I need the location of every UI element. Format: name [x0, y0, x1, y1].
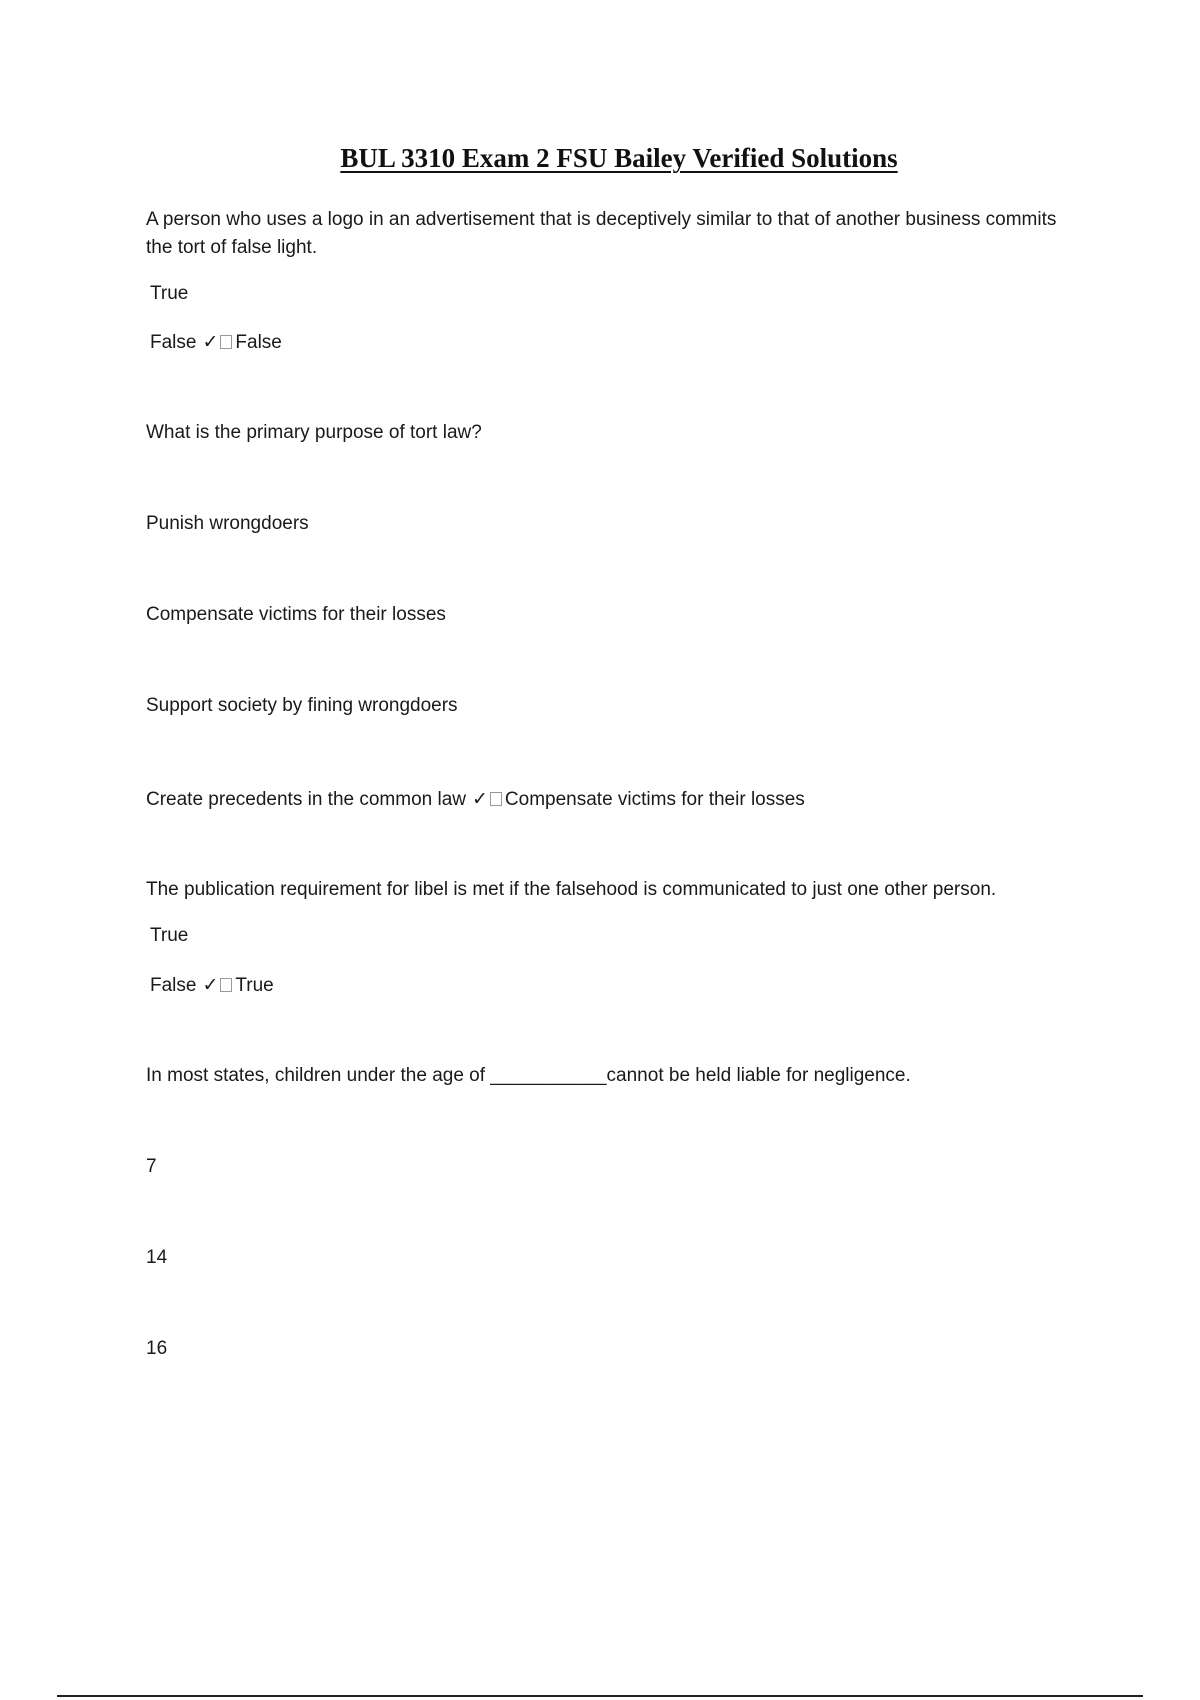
question-2-text: What is the primary purpose of tort law? [146, 422, 482, 443]
checkbox-icon [220, 978, 232, 992]
question-2-option-2: Compensate victims for their losses [146, 604, 446, 625]
question-2-option-4: Create precedents in the common law [146, 789, 466, 810]
document-title: BUL 3310 Exam 2 FSU Bailey Verified Solutions [340, 143, 898, 173]
check-mark-icon: ✓ [202, 974, 219, 996]
question-3-option-2: False [150, 975, 197, 996]
question-3-answer: True [235, 975, 274, 996]
checkbox-icon [490, 792, 502, 806]
question-2-last-option-with-answer [146, 785, 805, 814]
question-4-option-3: 16 [146, 1338, 168, 1359]
question-2-option-1: Punish wrongdoers [146, 513, 309, 534]
question-3-option-1: True [150, 925, 189, 946]
question-1-last-option-with-answer [150, 328, 282, 357]
question-1-answer: False [235, 332, 282, 353]
question-3-last-option-with-answer [150, 971, 274, 1000]
question-4-option-1: 7 [146, 1156, 157, 1177]
question-1-option-1: True [150, 283, 189, 304]
footer-divider [57, 1695, 1143, 1697]
checkbox-icon [220, 335, 232, 349]
question-1-option-2: False [150, 332, 197, 353]
question-2-answer: Compensate victims for their losses [504, 789, 805, 810]
question-1-text: A person who uses a logo in an advertisement that is deceptively similar to that of another business commits the tort of false light. [146, 209, 1057, 258]
check-mark-icon: ✓ [472, 788, 488, 810]
question-4-option-2: 14 [146, 1247, 168, 1268]
check-mark-icon: ✓ [202, 331, 219, 353]
question-2-option-3: Support society by fining wrongdoers [146, 695, 458, 716]
question-4-text: In most states, children under the age of ___________cannot be held liable for negligence. [146, 1065, 911, 1086]
question-3-text: The publication requirement for libel is met if the falsehood is communicated to just one other person. [146, 879, 997, 900]
